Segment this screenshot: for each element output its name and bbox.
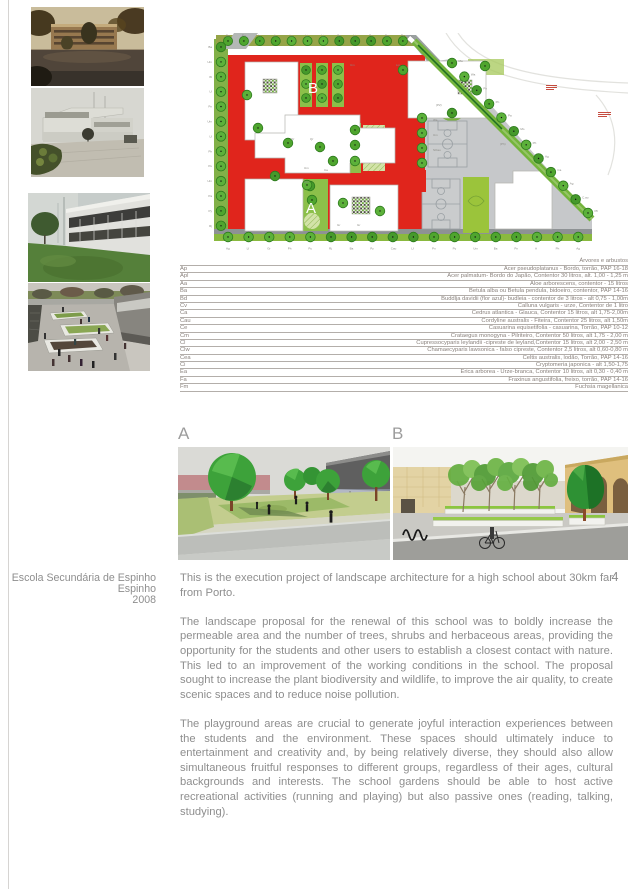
svg-text:Um: Um [350, 63, 355, 67]
legend-row: Apl Acer palmatum- Bordo do Japão, Contentor 30 litros, alt. 1,00 - 1,25 m [180, 273, 628, 280]
svg-text:Pn: Pn [208, 104, 212, 109]
svg-text:Pn: Pn [432, 246, 436, 251]
svg-text:Lt: Lt [353, 33, 356, 38]
svg-text:Um: Um [473, 246, 478, 251]
svg-text:Ma: Ma [458, 59, 463, 63]
svg-text:Ag: Ag [226, 246, 230, 251]
svg-text:Py: Py [370, 246, 374, 251]
svg-text:Rp: Rp [400, 33, 405, 38]
svg-text:Ca: Ca [557, 168, 562, 173]
paragraph-proposal: The landscape proposal for the renewal of this school was to boldly increase the permeable area and the number of trees, shrubs and herbaceous areas, providing the opportunity for the students and other users to establish a closest contact with nature. This led to an improvement of the working conditions in the school. The proposal sought to increase the plant biodiversity and wildlife, to improve the air quality, to create scenic spaces and to reduce noise pollution. [180, 615, 613, 701]
legend-row: Cea Celtis australis, lodão, Torrão, PAP 14-16 [180, 354, 628, 361]
plan-zone-a-label: A [306, 200, 317, 217]
svg-text:Lf: Lf [209, 134, 212, 139]
body-text [180, 571, 613, 834]
svg-text:Gr: Gr [267, 246, 271, 251]
render-a-label: A [178, 424, 191, 443]
svg-text:Wa: Wa [470, 72, 476, 77]
svg-text:Pn: Pn [241, 33, 246, 38]
paragraph-intro: This is the execution project of landscape architecture for a high school about 30km far from Porto. [180, 572, 613, 599]
legend-row: Ca Cedrus atlantica - Glauca, Contentor 15 litros, alt 1,75-2,00m [180, 310, 628, 317]
svg-text:Ca: Ca [324, 168, 328, 172]
svg-text:Ph: Ph [594, 209, 599, 213]
legend-row: Cv Calluna vulgaris - urze, Contentor de 1 litro [180, 302, 628, 309]
svg-text:Ba: Ba [493, 246, 498, 251]
svg-text:Ba: Ba [208, 45, 212, 49]
plan-zone-b-label: B [308, 80, 319, 97]
paragraph-playground: The playground areas are crucial to generate joyful interaction experiences between the students and the environment. These spaces should ultimately induce to entertainment and creativity and, by being relatively diverse, they should also allow simultaneous fruitful responses to different groups, regardless of their ages, cultural backgrounds and interests. The school gardens should be able to host active recreational activities (running and playing) but also passive ones (reading, talking, studying). [180, 717, 613, 818]
svg-text:Lt: Lt [321, 33, 324, 38]
legend-row: Ap Acer pseudoplatanus - Bordo, torrão, PAP 16-18 [180, 266, 628, 272]
photo-school-courtyard-before [31, 88, 144, 177]
svg-text:Lf: Lf [411, 246, 414, 251]
svg-text:Ph: Ph [483, 86, 487, 91]
svg-text:Py: Py [208, 208, 212, 213]
svg-text:Py: Py [452, 246, 457, 251]
figure-silhouette [490, 527, 494, 539]
legend-row: Clw Chamaecyparis lawsonica - falso cipreste, Contentor 2,5 litros, alt 0,60-0,80 m [180, 347, 628, 354]
photo-school-dusk [31, 7, 144, 86]
render-b-courtyard-perspective [393, 447, 628, 560]
svg-text:W: W [209, 74, 212, 79]
svg-text:Um: Um [207, 179, 212, 184]
red-path [420, 170, 426, 192]
render-b-label: B [392, 424, 405, 443]
legend-table [180, 258, 628, 392]
svg-text:Um: Um [207, 59, 212, 64]
svg-text:Ag: Ag [576, 246, 580, 251]
legend-row: Cau Cordyline australis - Fiteira, Contentor 25 litros, alt 1,50m [180, 317, 628, 324]
svg-text:Lu: Lu [257, 33, 262, 38]
svg-text:Gr: Gr [357, 223, 361, 227]
legend-row: Ce Casuarina equisetifolia - casuarina, Torrão, PAP 10-12 [180, 325, 628, 332]
svg-text:Ba: Ba [385, 33, 389, 38]
page-edge-line [8, 0, 9, 889]
svg-text:Ph: Ph [208, 149, 212, 154]
render-a-lawn-perspective [178, 447, 390, 560]
svg-text:Pa: Pa [507, 113, 512, 118]
project-year: 2008 [132, 594, 156, 607]
svg-text:Pn: Pn [369, 33, 373, 38]
svg-text:Cau: Cau [390, 246, 397, 251]
photo-school-courtyard-after [28, 283, 150, 371]
svg-text:Ba: Ba [337, 33, 341, 38]
svg-text:Lf: Lf [246, 246, 250, 251]
svg-text:Um: Um [207, 119, 212, 124]
svg-text:Ag: Ag [545, 154, 549, 159]
svg-text:Lf: Lf [209, 89, 212, 94]
svg-text:Pn: Pn [514, 246, 519, 251]
svg-text:C.au: C.au [582, 195, 589, 200]
svg-text:Rj: Rj [209, 223, 212, 228]
legend-row: Fa Fraxinus angustifolia, freixo, torrão, PAP 14-16 [180, 376, 628, 383]
legend-row: Ba Betula alba ou Betula pendula, bidoeiro, contentor, PAP 14-16 [180, 288, 628, 295]
legend-row: Cm Crataegus monogyna - Pilriteiro, Contentor 50 litros, alt 1,75 - 2,00 m [180, 332, 628, 339]
svg-text:Ba: Ba [349, 246, 354, 251]
site-plan [200, 33, 628, 252]
legend-row: Bd Buddlja davidii (flor azul)- budleia - contentor de 3 litros - alt 0,75 - 1,00m [180, 295, 628, 302]
project-caption [0, 573, 156, 607]
svg-text:Ba: Ba [226, 33, 230, 38]
svg-text:Lt: Lt [273, 33, 277, 38]
page-number: 4 [611, 570, 619, 584]
svg-text:Mo: Mo [520, 127, 525, 132]
legend-row: Fm Fuchsia magellanica [180, 384, 628, 391]
svg-text:Ph: Ph [532, 140, 537, 145]
photo-school-facade [28, 193, 150, 282]
svg-text:Lm: Lm [396, 63, 401, 67]
svg-text:Ph: Ph [287, 246, 292, 251]
legend-row: Cl Cupressocyparis leylandii -cipreste de leyland,Contentor 15 litros, alt 2,00 - 2,50 m [180, 339, 628, 346]
svg-text:(P2): (P2) [436, 103, 442, 107]
svg-text:Py: Py [308, 246, 312, 251]
svg-text:Ag: Ag [569, 181, 574, 186]
svg-text:Qr: Qr [310, 137, 314, 141]
legend-title: Árvores e arbustos [579, 258, 628, 264]
svg-text:Pu: Pu [208, 164, 212, 169]
svg-text:Lu: Lu [289, 33, 293, 38]
svg-text:SOau: SOau [433, 148, 441, 152]
svg-text:(Ph): (Ph) [500, 142, 506, 146]
svg-text:Gr: Gr [337, 223, 341, 227]
legend-row: Ea Erica arborea - Urze-branca, Contentor 10 litros, alt 0,30 - 0,40 m [180, 369, 628, 376]
svg-text:Lt: Lt [305, 33, 309, 38]
svg-text:A: A [535, 246, 538, 251]
project-title: Escola Secundária de Espinho [11, 572, 156, 584]
svg-text:Um: Um [433, 133, 438, 137]
svg-text:Pa: Pa [208, 194, 212, 198]
svg-text:Pn: Pn [495, 99, 500, 104]
legend-row: Aa Aloe arborescens, contentor - 15 litros [180, 280, 628, 287]
svg-text:Ph: Ph [555, 246, 560, 251]
svg-text:Wa: Wa [433, 118, 438, 122]
svg-text:Rj: Rj [329, 246, 332, 251]
project-location: Espinho [117, 583, 156, 596]
legend-row: Ci Cryptomeria japonica - alt 1,50-1,75 [180, 362, 628, 369]
svg-text:ALh: ALh [304, 180, 310, 184]
svg-text:Um: Um [304, 166, 309, 170]
svg-text:Qr: Qr [291, 137, 295, 141]
